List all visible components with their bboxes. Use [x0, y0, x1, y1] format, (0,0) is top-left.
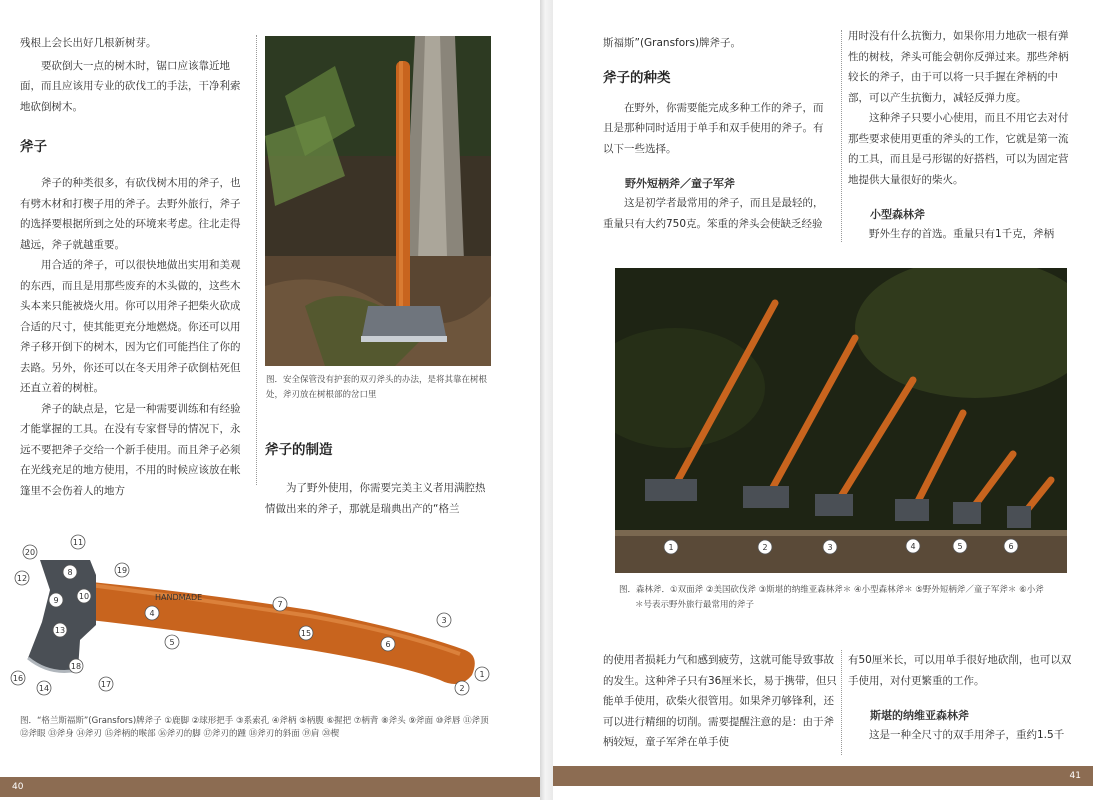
right-column-3 — [603, 650, 837, 753]
left-page — [0, 0, 540, 800]
subheading-small-forest-axe: 小型森林斧 — [870, 208, 925, 221]
axe-head — [815, 494, 853, 516]
svg-text:17: 17 — [100, 680, 112, 689]
svg-text:3: 3 — [827, 543, 833, 552]
diagram-marker-19 — [115, 563, 129, 577]
diagram-marker-15 — [299, 626, 313, 640]
svg-text:11: 11 — [72, 538, 84, 547]
section-heading-types: 斧子的种类 — [603, 69, 671, 86]
handle-stamp: HANDMADE — [155, 593, 203, 602]
photo-marker-6 — [1004, 539, 1018, 553]
diagram-marker-13 — [53, 623, 67, 637]
column-divider — [841, 30, 842, 242]
right-column-2 — [848, 26, 1074, 245]
diagram-marker-9 — [49, 593, 63, 607]
paragraph: 残根上会长出好几根新树芽。 — [20, 37, 157, 49]
axe-diagram-svg — [10, 530, 495, 710]
photo-marker-2 — [758, 540, 772, 554]
forest-axes-photo — [615, 268, 1067, 573]
svg-text:19: 19 — [116, 566, 128, 575]
diagram-marker-20 — [23, 545, 37, 559]
forest-axes-illustration — [615, 268, 1067, 573]
diagram-marker-12 — [15, 571, 29, 585]
diagram-marker-7 — [273, 597, 287, 611]
svg-text:6: 6 — [1008, 542, 1014, 551]
right-footer-bar — [553, 766, 1093, 786]
svg-text:13: 13 — [54, 626, 66, 635]
photo-marker-5 — [953, 539, 967, 553]
subheading-scout-axe: 野外短柄斧／童子军斧 — [625, 177, 735, 190]
svg-text:5: 5 — [169, 638, 175, 647]
paragraph: 用时没有什么抗衡力，如果你用力地砍一根有弹性的树枝，斧头可能会朝你反弹过来。那些斧柄较长的斧子，由于可以将一只手握在斧柄的中部，可以产生抗衡力，减轻反弹力度。 — [848, 30, 1069, 104]
svg-text:4: 4 — [910, 542, 916, 551]
svg-text:18: 18 — [70, 662, 82, 671]
svg-text:14: 14 — [38, 684, 50, 693]
paragraph: 的使用者损耗力气和感到疲劳，这就可能导致事故的发生。这种斧子只有36厘米长，易于携带，但只能单手使用，砍柴火很管用。如果斧刃够锋利，还可以进行精细的切削。需要提醒注意的是：由于斧柄较短，童子军斧在单手使 — [603, 654, 837, 748]
paragraph: 有50厘米长，可以用单手很好地砍削，也可以双手使用，对付更繁重的工作。 — [848, 654, 1072, 687]
svg-text:9: 9 — [53, 596, 59, 605]
svg-text:2: 2 — [762, 543, 768, 552]
diagram-marker-10 — [77, 589, 91, 603]
svg-text:20: 20 — [24, 548, 36, 557]
paragraph: 用合适的斧子，可以很快地做出实用和美观的东西，而且是用那些废弃的木头做的，这些木头本来只能被烧火用。你可以用斧子把柴火砍成合适的尺寸，使其能更充分地燃烧。你还可以用斧子移开倒下的树木，因为它们可能挡住了你的去路。另外，你还可以在冬天用斧子砍倒枯死但还直立着的树桩。 — [20, 259, 241, 394]
left-column-2 — [265, 438, 493, 519]
diagram-marker-11 — [71, 535, 85, 549]
right-column-1 — [603, 33, 833, 234]
subheading-scandinavian-axe: 斯堪的纳维亚森林斧 — [870, 709, 969, 722]
left-column-1 — [20, 33, 248, 501]
svg-text:1: 1 — [668, 543, 674, 552]
diagram-marker-4 — [145, 606, 159, 620]
photo-marker-4 — [906, 539, 920, 553]
paragraph: 在野外，你需要能完成多种工作的斧子，而且是那种同时适用于单手和双手使用的斧子。有以下一些选择。 — [603, 101, 824, 155]
left-footer-bar — [0, 777, 540, 797]
axe-head — [1007, 506, 1031, 528]
column-divider — [841, 650, 842, 755]
diagram-marker-16 — [11, 671, 25, 685]
axe-head — [953, 502, 981, 524]
axe-leaning-illustration — [265, 36, 491, 366]
svg-text:16: 16 — [12, 674, 24, 683]
paragraph: 这是一种全尺寸的双手用斧子，重约1.5千 — [869, 729, 1065, 741]
diagram-marker-6 — [381, 637, 395, 651]
axe-head — [743, 486, 789, 508]
page-number: 40 — [12, 782, 24, 792]
svg-text:1: 1 — [479, 670, 485, 679]
axe-head — [895, 499, 929, 521]
diagram-marker-18 — [69, 659, 83, 673]
paragraph: 野外生存的首选。重量只有1千克，斧柄 — [869, 228, 1055, 240]
right-page — [553, 0, 1093, 800]
svg-text:2: 2 — [459, 684, 465, 693]
paragraph: 斧子的缺点是，它是一种需要训练和有经验才能掌握的工具。在没有专家督导的情况下，永远不要把斧子交给一个新手使用。而且斧子必须在光线充足的地方使用，不用的时候应该放在帐篷里不会伤着人的地方 — [20, 402, 241, 497]
svg-text:4: 4 — [149, 609, 155, 618]
svg-text:5: 5 — [957, 542, 963, 551]
paragraph: 这种斧子只要小心使用，而且不用它去对付那些要求使用更重的斧头的工作，它就是第一流的工具，而且是弓形锯的好搭档，可以为固定营地提供大量很好的柴火。 — [848, 112, 1069, 186]
photo-caption: 图．安全保管没有护套的双刃斧头的办法，是将其靠在树根处，斧刃放在树根部的岔口里 — [266, 375, 488, 400]
axe-head — [645, 479, 697, 501]
diagram-marker-17 — [99, 677, 113, 691]
paragraph: 要砍倒大一点的树木时，锯口应该靠近地面，而且应该用专业的砍伐工的手法，干净利索地砍倒树木。 — [20, 59, 241, 113]
diagram-caption: 图．“格兰斯福斯”(Gransfors)牌斧子 ①鹿脚 ②球形把手 ③系索孔 ④斧柄 ⑤柄腹 ⑥握把 ⑦柄背 ⑧斧头 ⑨斧面 ⑩斧唇 ⑪斧顶 ⑫斧眼 ⑬斧身 ⑭斧刃 ⑮斧柄的喉部 ⑯斧刃的脚 ⑰斧刃的踵 ⑱斧刃的斜面 ⑲肩 ⑳楔 — [20, 716, 489, 739]
diagram-marker-3 — [437, 613, 451, 627]
column-divider — [256, 35, 257, 485]
svg-text:12: 12 — [16, 574, 28, 583]
paragraph: 这是初学者最常用的斧子，而且是最轻的，重量只有大约750克。笨重的斧头会使缺乏经验 — [603, 197, 824, 230]
svg-text:3: 3 — [441, 616, 447, 625]
svg-text:6: 6 — [385, 640, 391, 649]
photo-caption: 图．森林斧．①双面斧 ②美国砍伐斧 ③斯堪的纳维亚森林斧＊ ④小型森林斧＊ ⑤野外短柄斧／童子军斧＊ ⑥小斧 — [619, 585, 1044, 595]
photo-caption-block — [619, 583, 1069, 613]
book-gutter — [540, 0, 553, 800]
diagram-marker-8 — [63, 565, 77, 579]
svg-text:7: 7 — [277, 600, 283, 609]
paragraph: 斧子的种类很多，有砍伐树木用的斧子，也有劈木材和打楔子用的斧子。去野外旅行，斧子的选择要根据所到之处的环境来考虑。往北走得越远，斧子就越重要。 — [20, 177, 241, 251]
paragraph: 斯福斯”(Gransfors)牌斧子。 — [603, 37, 742, 49]
diagram-marker-14 — [37, 681, 51, 695]
section-heading-axe: 斧子 — [20, 139, 47, 155]
photo-marker-3 — [823, 540, 837, 554]
photo-caption-note: ＊号表示野外旅行最常用的斧子 — [635, 600, 755, 610]
svg-text:10: 10 — [78, 592, 90, 601]
right-column-4 — [848, 650, 1074, 746]
diagram-marker-1 — [475, 667, 489, 681]
page-number: 41 — [1069, 771, 1081, 781]
svg-text:15: 15 — [300, 629, 312, 638]
paragraph: 为了野外使用，你需要完美主义者用满腔热情做出来的斧子，那就是瑞典出产的“格兰 — [265, 482, 486, 515]
section-heading-making: 斧子的制造 — [265, 442, 333, 458]
axe-anatomy-diagram — [10, 530, 495, 710]
axe-leaning-photo — [265, 36, 491, 366]
diagram-marker-5 — [165, 635, 179, 649]
diagram-marker-2 — [455, 681, 469, 695]
photo-marker-1 — [664, 540, 678, 554]
svg-text:8: 8 — [67, 568, 73, 577]
